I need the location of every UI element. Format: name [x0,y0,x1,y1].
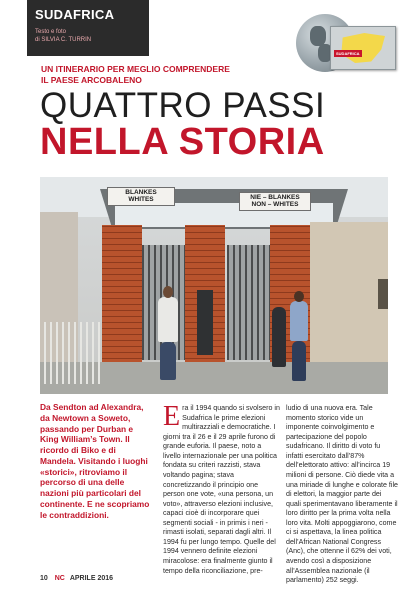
photo-fence [40,322,100,384]
photo-turnstile [227,245,270,360]
photo-guard-legs [292,341,306,381]
sign-non-whites-line-1: NIE – BLANKES [250,194,300,201]
body-column-2: ludio di una nuova era. Tale momento storico vide un imponente coinvolgimento e partecipazione del popolo sudafricano. Il diritto di voto fu infatti esercitato dall’87% dell’elettorato attivo: all’incirca 19 milioni di persone. Ciò diede vita a una miriade di lunghe e colorate file di elettori, la maggior parte dei quali sperimentavano liberamente il loro diritto per la prima volta nella loro vita. Molti appoggiarono, come ci si aspettava, la linea politica dell’African National Congress (Anc), che ottenne il 62% dei voti, avendo così a disposizione all’Assemblea nazionale (il parlamento) 252 seggi. [286,404,398,585]
sign-non-whites [239,192,311,211]
section-header [27,0,149,56]
photo-visitor [158,297,178,342]
sign-whites [107,187,175,206]
photo-window [378,279,388,309]
credit-text [35,28,141,44]
issue-date: APRILE 2016 [69,575,114,582]
globe-land [310,26,326,46]
photo-info-pillar [197,290,213,355]
section-label: SUDAFRICA [35,7,115,22]
locator-map [330,26,396,70]
body-column-1 [163,401,280,576]
magazine-name: NC [54,575,65,582]
sign-whites-line-1: BLANKES [125,189,157,196]
title-line-1: QUATTRO PASSI [40,86,326,125]
photo-brick-wall [102,225,142,370]
photo-visitor [272,307,286,367]
article-photo [40,177,388,394]
kicker-line-1: UN ITINERARIO PER MEGLIO COMPRENDERE [41,64,230,74]
photo-visitor-legs [160,342,176,380]
page-number: 10 [40,575,48,582]
credit-line-1: Testo e foto [35,29,67,35]
kicker [41,64,311,85]
country-shape [339,33,385,63]
photo-guard-head [294,291,304,302]
sign-non-whites-line-2: NON – WHITES [251,201,299,209]
lead-paragraph: Da Sendton ad Alexandra, da Newtown a Soweto, passando per Durban e King William’s Town. Il ricordo di Biko e di Mandela. Visitando i luoghi «storici», ritroviamo il percorso di una delle nazioni più particolari del continente. E ne scopriamo le contraddizioni. [40,402,150,520]
drop-cap: E [163,401,181,432]
kicker-line-2: IL PAESE ARCOBALENO [41,74,142,85]
photo-visitor-head [163,286,173,298]
title-line-2: NELLA STORIA [40,121,325,163]
map-label: SUDAFRICA [336,51,360,56]
credit-line-2: di SILVIA C. TURRIN [35,37,92,44]
body-column-1-text: ra il 1994 quando si svolsero in Sudafrica le prime elezioni multirazziali e democratiche. I giorni tra il 26 e il 29 aprile furono di grande euforia. Il paese, noto a livello internazionale per una politica fondata su criteri razzisti, stava voltando pagina; stava concretizzando il principio one person one vote, «una persona, un voto», attraverso elezioni inclusive, capaci cioè di incorporare quei segmenti sociali - in primis i neri - rimasti isolati, separati dagli altri. Il 1994 fu per lungo tempo. Quelle del 1994 vennero definite elezioni miracolose: era finalmente giunto il tempo della riconciliazione, pre- [163,404,280,575]
sign-whites-line-2: WHITES [128,196,154,204]
page-footer [40,575,113,582]
photo-guard [290,301,308,341]
